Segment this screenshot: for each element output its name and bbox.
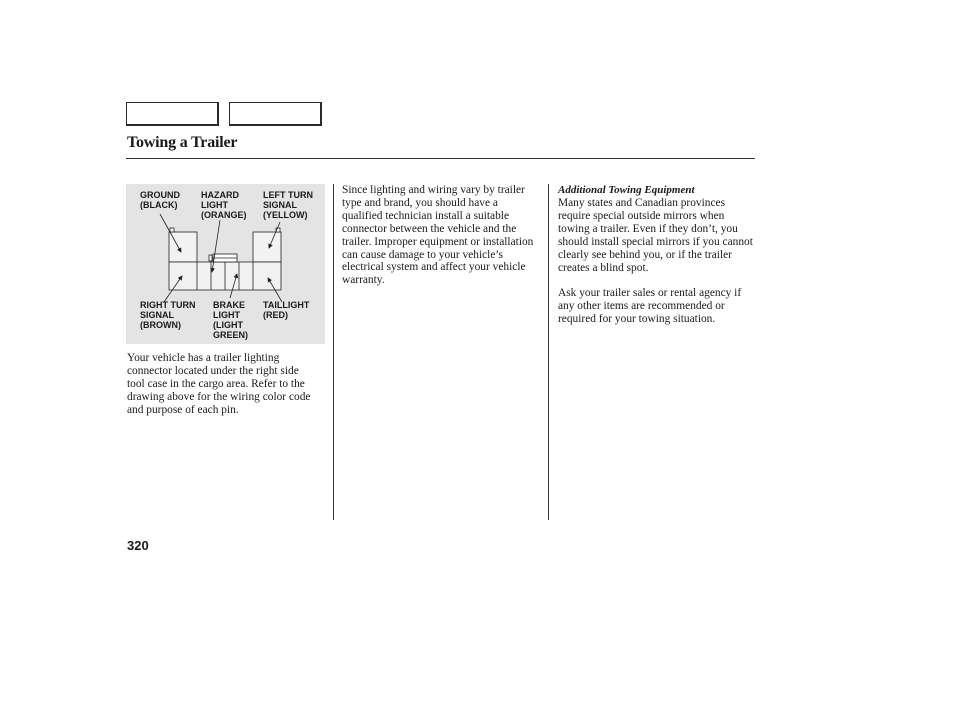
label-right-turn-signal: RIGHT TURN SIGNAL (BROWN) bbox=[140, 300, 196, 330]
label-brake-light: BRAKE LIGHT (LIGHT GREEN) bbox=[213, 300, 249, 340]
column-divider bbox=[333, 184, 334, 520]
label-taillight: TAILLIGHT (RED) bbox=[263, 300, 310, 320]
label-left-turn-signal: LEFT TURN SIGNAL (YELLOW) bbox=[263, 190, 313, 220]
title-divider bbox=[126, 158, 755, 159]
nav-tab-next[interactable] bbox=[229, 102, 322, 126]
page-number: 320 bbox=[127, 538, 149, 553]
label-ground: GROUND (BLACK) bbox=[140, 190, 180, 210]
section-heading: Additional Towing Equipment bbox=[558, 184, 695, 196]
equipment-paragraph: Ask your trailer sales or rental agency if any other items are recommended or required for your towing situation. bbox=[558, 287, 742, 325]
mirrors-paragraph: Many states and Canadian provinces require special outside mirrors when towing a trailer. Even if they don’t, you should install special mirrors if you cannot clearly see behind you, or if the trailer creates a blind spot. bbox=[558, 197, 753, 274]
wiring-paragraph: Since lighting and wiring vary by trailer type and brand, you should have a qualified technician install a suitable connector between the vehicle and the trailer. Improper equipment or installation can cause damage to your vehicle’s electrical system and affect your vehicle warranty. bbox=[342, 184, 534, 287]
nav-tab-previous[interactable] bbox=[126, 102, 219, 126]
connector-body bbox=[169, 228, 281, 290]
column-divider bbox=[548, 184, 549, 520]
page-title: Towing a Trailer bbox=[127, 134, 238, 151]
label-hazard-light: HAZARD LIGHT (ORANGE) bbox=[201, 190, 247, 220]
trailer-connector-diagram bbox=[126, 184, 325, 344]
connector-caption: Your vehicle has a trailer lighting connector located under the right side tool case in the cargo area. Refer to the drawing above for the wiring color code and purpose of each pin. bbox=[127, 352, 311, 416]
